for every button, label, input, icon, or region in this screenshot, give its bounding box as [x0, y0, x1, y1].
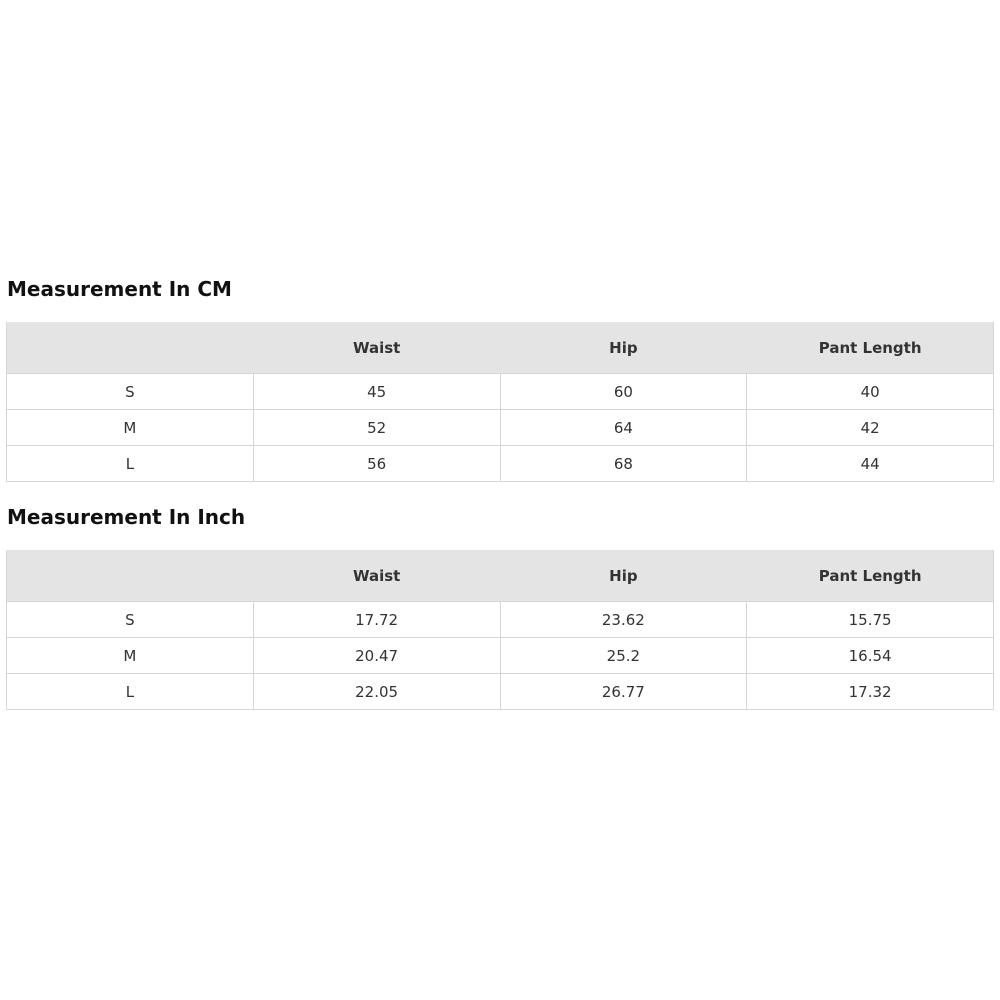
- table-header-row: [7, 551, 994, 602]
- pant-length-cell: 17.32: [747, 674, 994, 710]
- pant-length-cell: 44: [747, 446, 994, 482]
- header-cell-hip: Hip: [500, 323, 747, 374]
- measurement-cm-section: [6, 270, 994, 482]
- hip-cell: 26.77: [500, 674, 747, 710]
- hip-cell: 64: [500, 410, 747, 446]
- size-cell: M: [7, 638, 254, 674]
- header-cell-waist: Waist: [253, 323, 500, 374]
- waist-cell: 17.72: [253, 602, 500, 638]
- header-cell-size: [7, 323, 254, 374]
- pant-length-cell: 40: [747, 374, 994, 410]
- pant-length-cell: 42: [747, 410, 994, 446]
- measurement-inch-table: [6, 550, 994, 710]
- waist-cell: 56: [253, 446, 500, 482]
- table-row: [7, 446, 994, 482]
- table-row: [7, 602, 994, 638]
- pant-length-cell: 15.75: [747, 602, 994, 638]
- hip-cell: 25.2: [500, 638, 747, 674]
- table-row: [7, 410, 994, 446]
- pant-length-cell: 16.54: [747, 638, 994, 674]
- waist-cell: 52: [253, 410, 500, 446]
- header-cell-size: [7, 551, 254, 602]
- header-cell-hip: Hip: [500, 551, 747, 602]
- size-cell: L: [7, 446, 254, 482]
- waist-cell: 45: [253, 374, 500, 410]
- waist-cell: 20.47: [253, 638, 500, 674]
- header-cell-pant-length: Pant Length: [747, 551, 994, 602]
- size-cell: S: [7, 602, 254, 638]
- size-cell: L: [7, 674, 254, 710]
- measurement-cm-table: [6, 322, 994, 482]
- waist-cell: 22.05: [253, 674, 500, 710]
- size-cell: S: [7, 374, 254, 410]
- hip-cell: 68: [500, 446, 747, 482]
- measurement-cm-title: Measurement In CM: [7, 277, 232, 301]
- header-cell-pant-length: Pant Length: [747, 323, 994, 374]
- measurement-inch-title: Measurement In Inch: [7, 505, 246, 529]
- header-cell-waist: Waist: [253, 551, 500, 602]
- table-header-row: [7, 323, 994, 374]
- table-row: [7, 674, 994, 710]
- hip-cell: 60: [500, 374, 747, 410]
- measurement-inch-section: [6, 498, 994, 710]
- hip-cell: 23.62: [500, 602, 747, 638]
- table-row: [7, 638, 994, 674]
- table-row: [7, 374, 994, 410]
- size-cell: M: [7, 410, 254, 446]
